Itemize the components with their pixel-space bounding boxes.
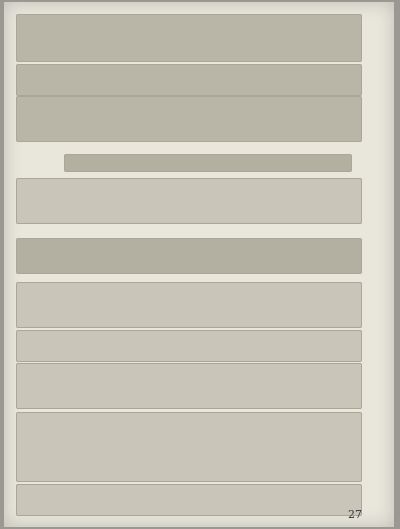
page-number: 27: [348, 508, 362, 521]
step-2: [16, 330, 362, 362]
section-heading: [64, 154, 352, 172]
step-1: [16, 282, 362, 328]
page-sheet: [4, 2, 394, 527]
paragraph-16: [16, 178, 362, 224]
step-3: [16, 363, 362, 409]
intro-bold-paragraph-2: [16, 64, 362, 96]
step-4: [16, 412, 362, 482]
subsection-heading: [16, 238, 362, 274]
step-5: [16, 484, 362, 516]
intro-bold-paragraph-1: [16, 14, 362, 62]
intro-bold-paragraph-3: [16, 96, 362, 142]
